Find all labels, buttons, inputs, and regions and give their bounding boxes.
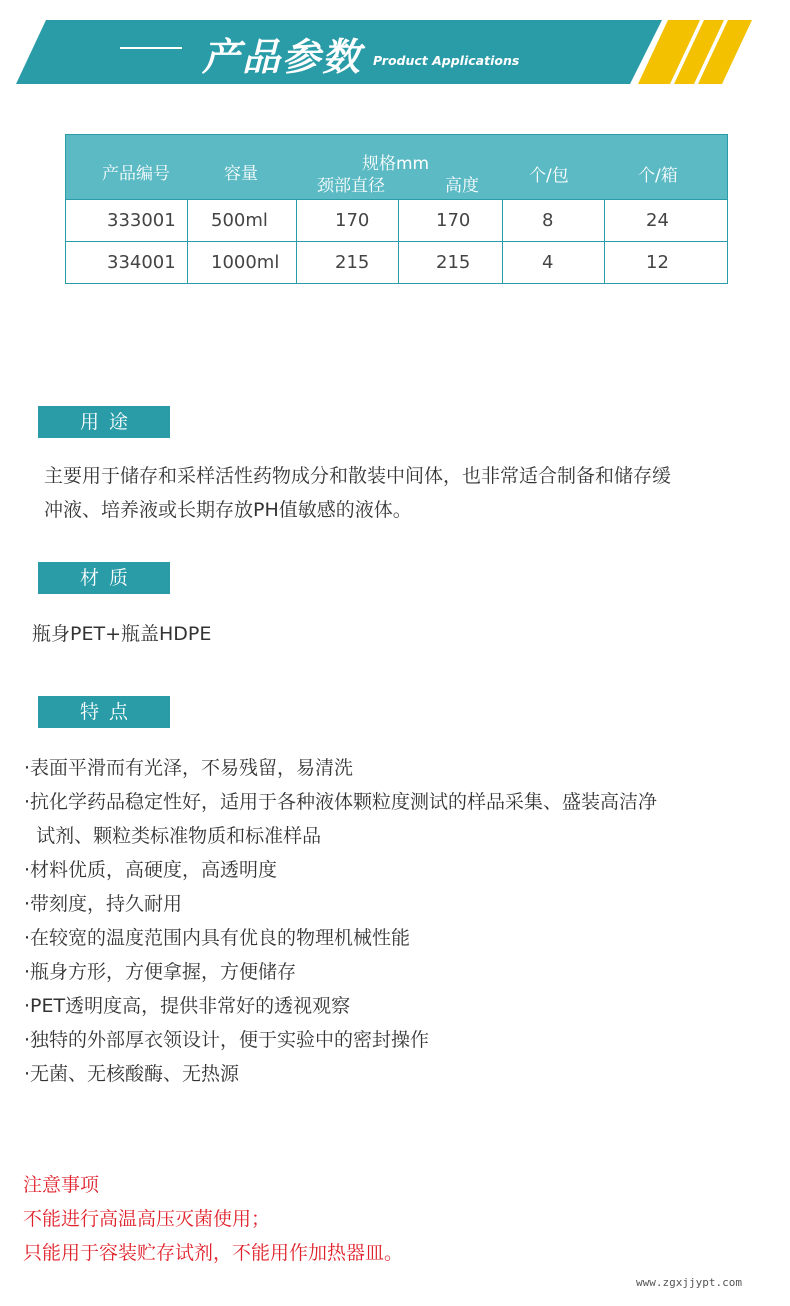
usage-line: 主要用于储存和采样活性药物成分和散装中间体，也非常适合制备和储存缓 (44, 465, 672, 487)
list-item: ·表面平滑而有光泽，不易残留，易清洗 (24, 757, 354, 779)
header-height: 高度 (445, 176, 479, 196)
cell-per-pack: 8 (542, 210, 554, 231)
notice-title: 注意事项 (23, 1174, 100, 1196)
notice-line: 只能用于容装贮存试剂，不能用作加热器皿。 (23, 1242, 404, 1264)
features-section-label: 特点 (38, 696, 170, 728)
header-per-box: 个/箱 (638, 166, 678, 186)
header-banner (0, 0, 790, 100)
list-item: 试剂、颗粒类标准物质和标准样品 (24, 825, 322, 847)
cell-capacity: 500ml (211, 210, 268, 231)
header-code: 产品编号 (102, 164, 170, 184)
usage-description (44, 459, 671, 527)
list-item: ·材料优质，高硬度，高透明度 (24, 859, 278, 881)
table-row (66, 241, 727, 283)
header-spec: 规格mm (362, 154, 430, 174)
list-item: ·瓶身方形，方便拿握，方便储存 (24, 961, 297, 983)
page-title: 产品参数 (202, 35, 363, 79)
cell-neck-diameter: 170 (335, 210, 370, 231)
banner-shape (0, 0, 790, 100)
cell-per-pack: 4 (542, 252, 554, 273)
cell-code: 334001 (107, 252, 176, 273)
cell-code: 333001 (107, 210, 176, 231)
cell-height: 215 (436, 252, 471, 273)
notice-block (23, 1168, 403, 1270)
feature-list (24, 751, 657, 1091)
table-header (66, 135, 727, 199)
watermark: www.zgxjjypt.com (636, 1276, 742, 1289)
usage-section-label: 用途 (38, 406, 170, 438)
cell-height: 170 (436, 210, 471, 231)
list-item: ·无菌、无核酸酶、无热源 (24, 1063, 240, 1085)
header-neck-diameter: 颈部直径 (317, 176, 385, 196)
material-section-label: 材质 (38, 562, 170, 594)
list-item: ·PET透明度高，提供非常好的透视观察 (24, 995, 351, 1017)
cell-capacity: 1000ml (211, 252, 280, 273)
list-item: ·独特的外部厚衣领设计，便于实验中的密封操作 (24, 1029, 430, 1051)
list-item: ·带刻度，持久耐用 (24, 893, 183, 915)
cell-per-box: 12 (646, 252, 669, 273)
table-row (66, 199, 727, 241)
cell-per-box: 24 (646, 210, 669, 231)
material-description: 瓶身PET+瓶盖HDPE (32, 623, 212, 645)
header-per-pack: 个/包 (529, 166, 569, 186)
banner-line-decoration (120, 47, 182, 49)
spec-table (65, 134, 728, 284)
list-item: ·在较宽的温度范围内具有优良的物理机械性能 (24, 927, 411, 949)
notice-line: 不能进行高温高压灭菌使用； (23, 1208, 271, 1230)
page-subtitle: Product Applications (373, 53, 520, 68)
list-item: ·抗化学药品稳定性好，适用于各种液体颗粒度测试的样品采集、盛装高洁净 (24, 791, 658, 813)
usage-line: 冲液、培养液或长期存放PH值敏感的液体。 (44, 499, 412, 521)
header-capacity: 容量 (224, 164, 258, 184)
cell-neck-diameter: 215 (335, 252, 370, 273)
